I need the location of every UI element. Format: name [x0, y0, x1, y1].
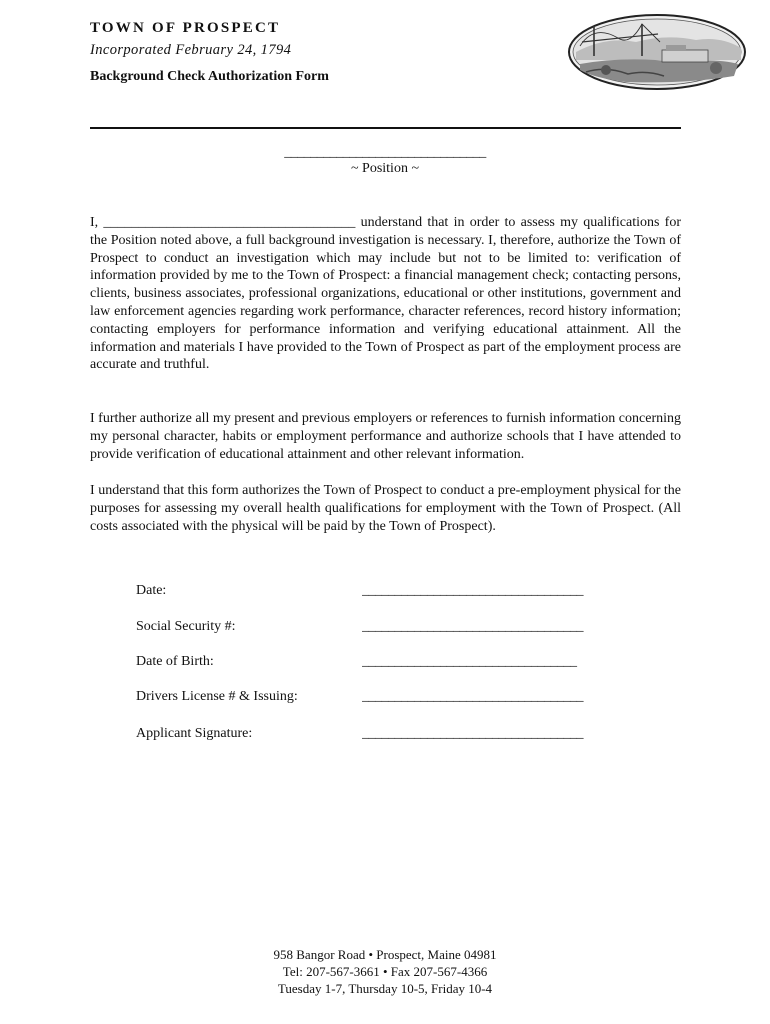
applicant-signature-field[interactable]: __________________________________: [362, 726, 583, 741]
form-title: Background Check Authorization Form: [90, 69, 329, 84]
footer: [0, 946, 770, 997]
date-of-birth-label: Date of Birth:: [136, 654, 214, 669]
header-divider: [90, 127, 681, 129]
date-field[interactable]: __________________________________: [362, 583, 583, 598]
footer-address: 958 Bangor Road • Prospect, Maine 04981: [273, 947, 497, 962]
position-blank-line[interactable]: _______________________________: [284, 145, 486, 160]
social-security-field[interactable]: __________________________________: [362, 619, 583, 634]
social-security-label: Social Security #:: [136, 619, 236, 634]
position-label: ~ Position ~: [350, 161, 420, 176]
town-seal-image: [566, 12, 748, 92]
date-label: Date:: [136, 583, 167, 598]
date-of-birth-field[interactable]: _________________________________: [362, 654, 577, 669]
footer-hours: Tuesday 1-7, Thursday 10-5, Friday 10-4: [277, 981, 493, 996]
physical-exam-paragraph: I understand that this form authorizes the Town of Prospect to conduct a pre-employment physical for the purposes for assessing my overall health qualifications for employment with the Town of Prospect. (All costs associated with the physical will be paid by the Town of Prospect).: [90, 483, 681, 534]
authorization-paragraph: I, ____________________________________ understand that in order to assess my qualifications for the Position noted above, a full background investigation is necessary. I, therefore, authorize the Town of Prospect to conduct an investigation which may include but not to be limited to: verification of information provided by me to the Town of Prospect: a financial management check; contacting persons, clients, business associates, professional organizations, educational or other institutions, government and law enforcement agencies regarding work performance, character references, record history information; contacting employers for performance information and verifying educational attainment. All the information and materials I have provided to the Town of Prospect as part of the employment process are accurate and truthful.: [90, 215, 681, 373]
drivers-license-label: Drivers License # & Issuing:: [136, 689, 298, 704]
footer-phone: Tel: 207-567-3661 • Fax 207-567-4366: [282, 964, 488, 979]
town-name: TOWN OF PROSPECT: [90, 20, 281, 36]
applicant-signature-label: Applicant Signature:: [136, 726, 253, 741]
employer-authorization-paragraph: I further authorize all my present and previous employers or references to furnish information concerning my personal character, habits or employment performance and authorize schools that I have attended to provide verification of educational attainment and other relevant information.: [90, 411, 681, 462]
incorporation-date: Incorporated February 24, 1794: [90, 42, 292, 58]
drivers-license-field[interactable]: __________________________________: [362, 689, 583, 704]
